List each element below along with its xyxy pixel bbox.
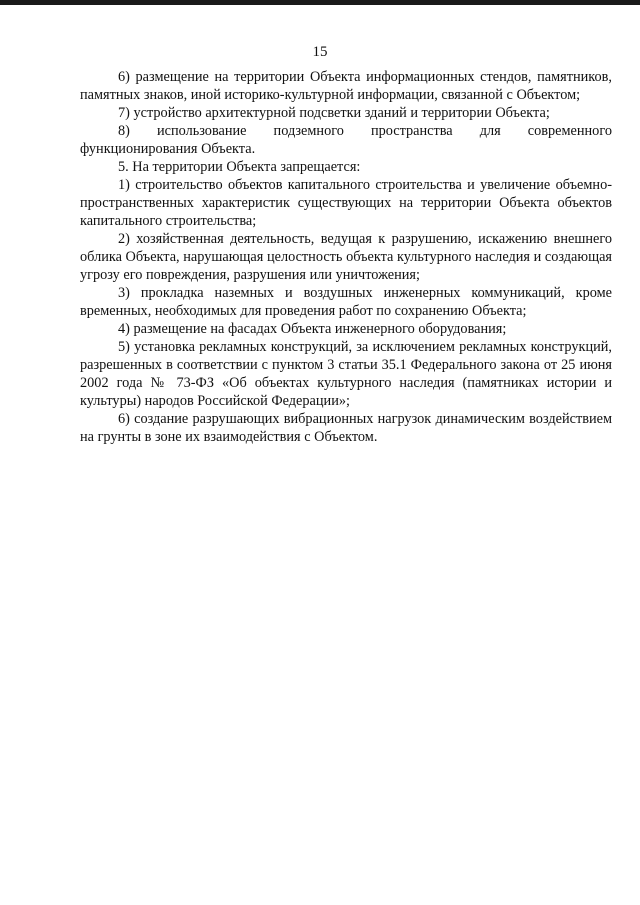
paragraph-item-6-placement: 6) размещение на территории Объекта информационных стендов, памятников, памятных знаков, иной историко-культурной информации, связанной с Объектом; [80, 69, 612, 103]
paragraph-prohibited-6-vibration: 6) создание разрушающих вибрационных нагрузок динамическим воздействием на грунты в зоне их взаимодействия с Объектом. [80, 411, 612, 445]
page-number: 15 [312, 44, 328, 60]
paragraph-prohibited-3-utilities: 3) прокладка наземных и воздушных инженерных коммуникаций, кроме временных, необходимых для проведения работ по сохранению Объекта; [80, 285, 612, 319]
paragraph-item-7-lighting: 7) устройство архитектурной подсветки зданий и территории Объекта; [118, 105, 550, 121]
paragraph-item-8-underground: 8) использование подземного пространства для современного функционирования Объекта. [80, 123, 612, 157]
document-body [80, 68, 612, 446]
paragraph-prohibited-1-construction: 1) строительство объектов капитального строительства и увеличение объемно-пространственных характеристик существующих на территории Объекта объектов капитального строительства; [80, 177, 612, 229]
scan-top-edge [0, 0, 640, 5]
section-heading-prohibited: 5. На территории Объекта запрещается: [118, 159, 361, 175]
paragraph-prohibited-4-facade-equipment: 4) размещение на фасадах Объекта инженерного оборудования; [118, 321, 507, 337]
paragraph-prohibited-5-advertising: 5) установка рекламных конструкций, за исключением рекламных конструкций, разрешенных в соответствии с пунктом 3 статьи 35.1 Федерального закона от 25 июня 2002 года № 73-ФЗ «Об объектах культурного наследия (памятниках истории и культуры) народов Российской Федерации»; [80, 339, 612, 409]
paragraph-prohibited-2-economic-activity: 2) хозяйственная деятельность, ведущая к разрушению, искажению внешнего облика Объекта, нарушающая целостность объекта культурного наследия и создающая угрозу его повреждения, разрушения или уничтожения; [80, 231, 612, 283]
